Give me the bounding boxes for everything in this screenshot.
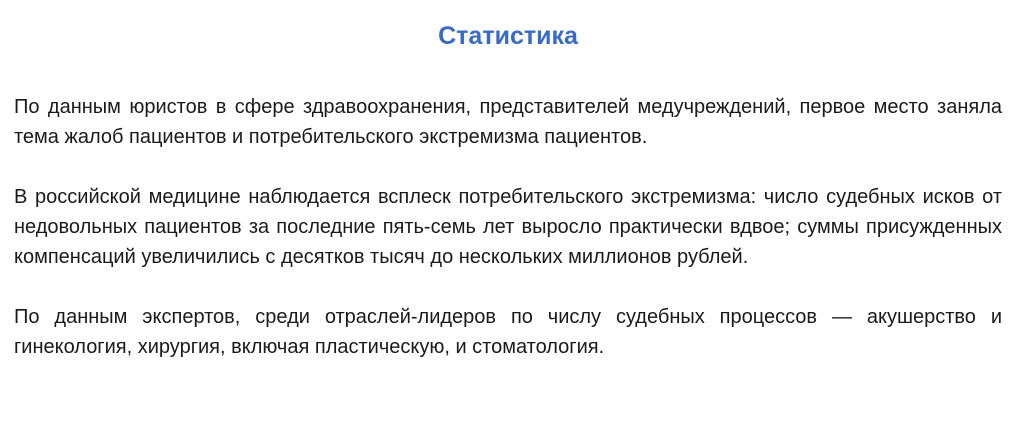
page-title: Статистика [438,22,578,50]
paragraph-leading-fields: По данным экспертов, среди отраслей-лидеров по числу судебных процессов — акушерство и гинекология, хирургия, включая пластическую, и стоматология. [14,306,1002,358]
paragraph-consumer-extremism: В российской медицине наблюдается всплеск потребительского экстремизма: число судебных исков от недовольных пациентов за последние пять-семь лет выросло практически вдвое; суммы присужденных компенсаций увеличились с десятков тысяч до нескольких миллионов рублей. [14,186,1002,268]
paragraph-lawyers: По данным юристов в сфере здравоохранения, представителей медучреждений, первое место заняла тема жалоб пациентов и потребительского экстремизма пациентов. [14,96,1002,148]
